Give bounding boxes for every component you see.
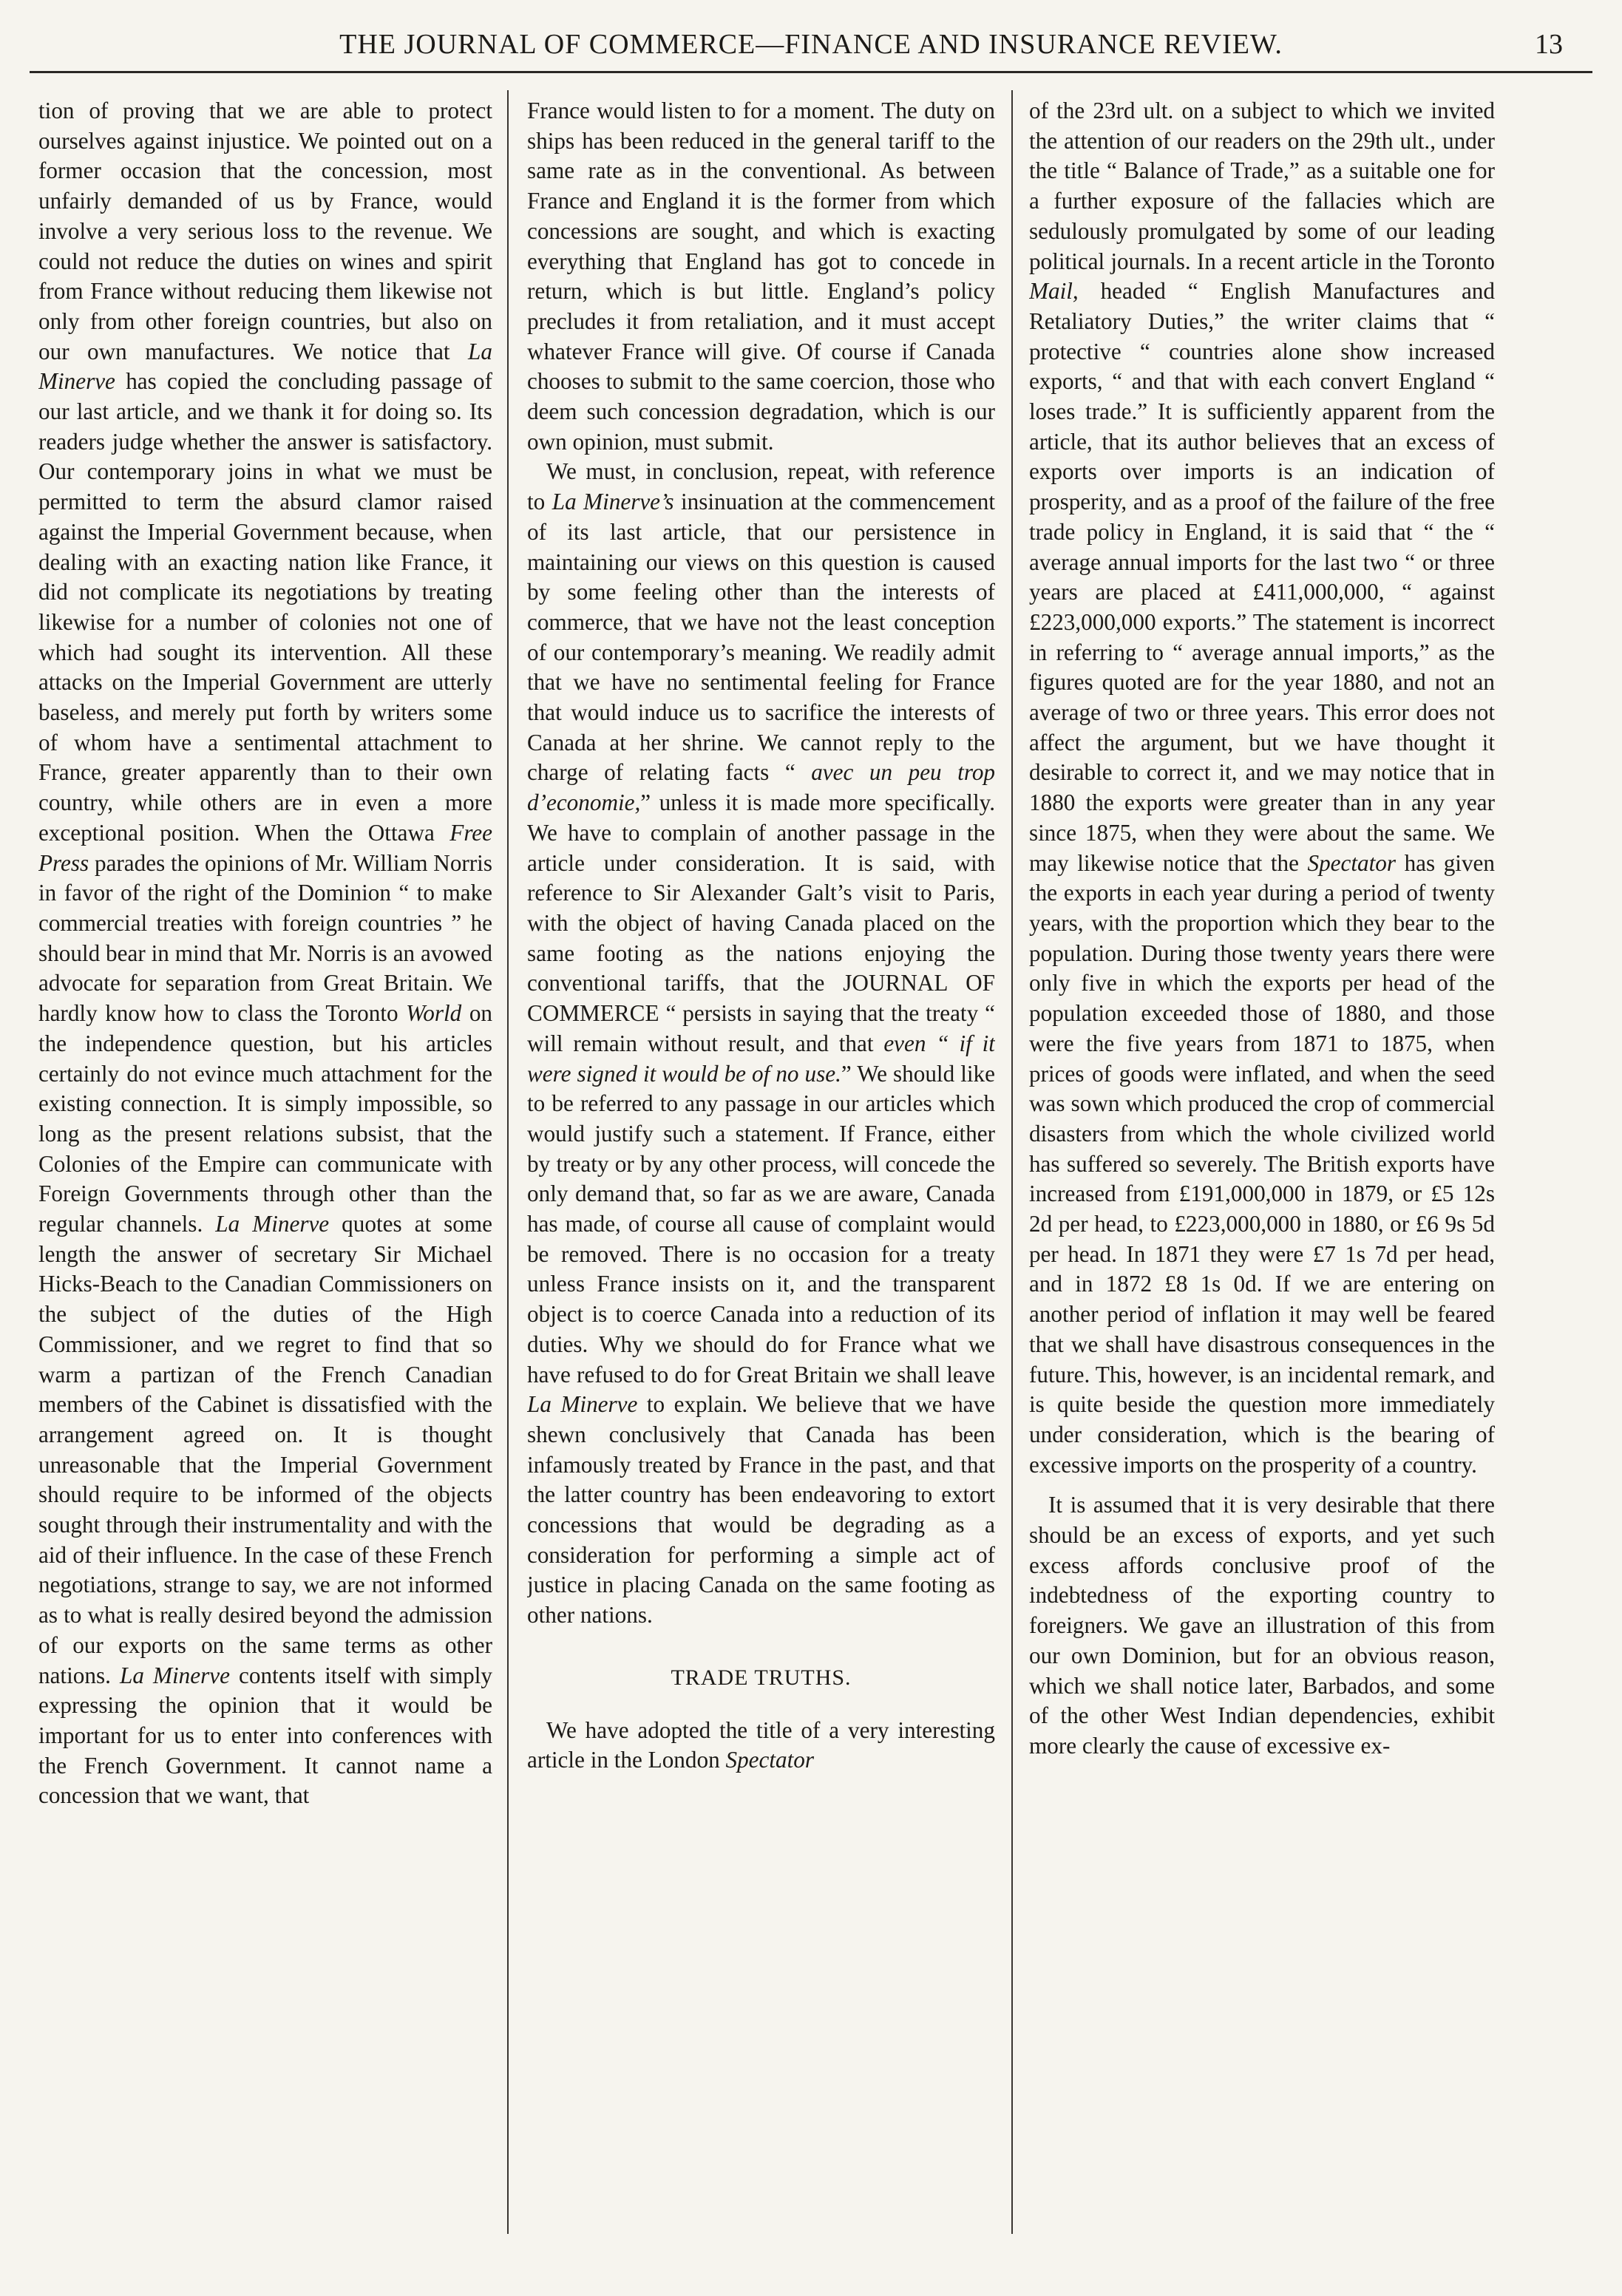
article-paragraph bbox=[1029, 1490, 1495, 1761]
text-run: has given the exports in each year during a period of twenty years, with the proportion which they bear to the population. During those twenty years there were only five in which the exports per head of the population exceeded those of 1880, and those were the five years from 1871 to 1875, when prices of goods were inflated, and when the seed was sown which produced the crop of commercial disasters from which the whole civilized world has suffered so severely. The British exports have increased from £191,000,000 in 1879, or £5 12s 2d per head, to £223,000,000 in 1880, or £6 9s 5d per head. In 1871 they were £7 1s 7d per head, and in 1872 £8 1s 0d. If we are entering on another period of inflation it may well be feared that we shall have disastrous consequences in the future. This, however, is an incidental remark, and is quite beside the question more immediately under consideration, which is the bearing of excessive imports on the prosperity of a country. bbox=[1029, 849, 1495, 1478]
text-run: ” We should like to be referred to any passage in our articles which would justify such a statement. If France, either by treaty or by any other process, will concede the only demand that, so far as we are aware, Canada has made, of course all cause of complaint would be removed. There is no occasion for a treaty unless France insists on it, and the transparent object is to coerce Canada into a reduction of its duties. Why we should do for France what we have refused to do for Great Britain we shall leave bbox=[527, 1060, 995, 1388]
italic-run: Spectator bbox=[1307, 849, 1397, 876]
italic-run: Mail, bbox=[1029, 278, 1079, 305]
article-paragraph bbox=[527, 457, 995, 1630]
italic-run: even “ if it were signed it would be of no use. bbox=[527, 1030, 995, 1087]
section-heading: TRADE TRUTHS. bbox=[671, 1665, 852, 1690]
text-run: tion of proving that we are able to protect ourselves against injustice. We pointed out on a former occasion that the concession, most unfairly demanded of us by France, would involve a very serious loss to the revenue. We could not reduce the duties on wines and spirit from France without reducing them likewise not only from other foreign countries, but also on our own manufactures. We notice that bbox=[38, 98, 492, 364]
italic-run: La Minerve bbox=[38, 338, 492, 395]
text-run: contents itself with simply expressing the opinion that it would be important for us to enter into conferences with the French Government. It cannot name a concession that we want, that bbox=[38, 1662, 492, 1809]
paragraph-gap bbox=[1029, 1480, 1495, 1490]
italic-run: La Minerve bbox=[215, 1211, 330, 1237]
italic-run: Spectator bbox=[725, 1747, 815, 1773]
text-run: to explain. We believe that we have shewn conclusively that Canada has been infamously treated by France in the past, and that the latter country has been endeavoring to extort concessions that would be degrading as a consideration for performing a simple act of justice in placing Canada on the same footing as other nations. bbox=[527, 1391, 995, 1628]
italic-run: La Minerve bbox=[527, 1391, 638, 1418]
article-column-3 bbox=[1029, 96, 1495, 2240]
article-paragraph bbox=[38, 96, 492, 1811]
italic-run: La Minerve bbox=[120, 1662, 230, 1688]
article-paragraph bbox=[527, 1716, 995, 1776]
article-paragraph bbox=[1029, 96, 1495, 1480]
column-divider bbox=[1011, 90, 1013, 2234]
text-run: parades the opinions of Mr. William Norris in favor of the right of the Dominion “ to make commercial treaties with foreign countries ” he should bear in mind that Mr. Norris is an avowed advocate for separation from Great Britain. We hardly know how to class the Toronto bbox=[38, 849, 492, 1027]
article-column-2 bbox=[527, 96, 995, 2240]
text-run: It is assumed that it is very desirable that there should be an excess of exports, and yet such excess affords conclusive proof of the indebtedness of the exporting country to foreigners. We gave an illustration of this from our own Dominion, but for an obvious reason, which we shall notice later, Barbados, and some of the other West Indian dependencies, exhibit more clearly the cause of excessive ex- bbox=[1029, 1492, 1495, 1759]
article-paragraph bbox=[527, 96, 995, 457]
text-run: headed “ English Manufactures and Retaliatory Duties,” the writer claims that “ protective “ countries alone show increased exports, “ and that with each convert England “ loses trade.” It is sufficiently apparent from the article, that its author believes that an excess of exports over imports is an indication of prosperity, and as a proof of the failure of the free trade policy in England, it is said that “ the “ average annual imports for the last two “ or three years are placed at £411,000,000, “ against £223,000,000 exports.” The statement is incorrect in referring to “ average annual imports,” as the figures quoted are for the year 1880, and not an average of two or three years. This error does not affect the argument, but we have thought it desirable to correct it, and we may notice that in 1880 the exports were greater than in any year since 1875, when they were about the same. We may likewise notice that the bbox=[1029, 278, 1495, 876]
text-run: We have adopted the title of a very interesting article in the London bbox=[527, 1716, 995, 1773]
text-run: quotes at some length the answer of secretary Sir Michael Hicks-Beach to the Canadian Commissioners on the subject of the duties of the High Commissioner, and we regret to find that so warm a partizan of the French Canadian members of the Cabinet is dissatisfied with the arrangement agreed on. It is thought unreasonable that the Imperial Government should require to be informed of the objects sought through their instrumentality and with the aid of their influence. In the case of these French negotiations, strange to say, we are not informed as to what is really desired beyond the admission of our exports on the same terms as other nations. bbox=[38, 1211, 492, 1688]
text-run: on the independence question, but his articles certainly do not evince much attachment for the existing connection. It is simply impossible, so long as the present relations subsist, that the Colonies of the Empire can communicate with Foreign Governments through other than the regular channels. bbox=[38, 1000, 492, 1237]
page-number: 13 bbox=[1535, 29, 1563, 60]
column-divider bbox=[507, 90, 509, 2234]
italic-run: avec un peu trop d’economie, bbox=[527, 759, 995, 816]
italic-run: La Minerve’s bbox=[552, 489, 674, 515]
text-run: ” unless it is made more specifically. We have to complain of another passage in the article under consideration. It is said, with reference to Sir Alexander Galt’s visit to Paris, with the object of having Canada placed on the same footing as the nations enjoying the conventional tariffs, that the JOURNAL OF COMMERCE “ persists in saying that the treaty “ will remain without result, and that bbox=[527, 789, 995, 1056]
text-run: has copied the concluding passage of our last article, and we thank it for doing so. Its readers judge whether the answer is satisfactory. Our contemporary joins in what we must be permitted to term the absurd clamor raised against the Imperial Government because, when dealing with an exacting nation like France, it did not complicate its negotiations by treating likewise for a number of colonies not one of which had sought its intervention. All these attacks on the Imperial Government are utterly baseless, and merely put forth by writers some of whom have a sentimental attachment to France, greater apparently than to their own country, while others are in even a more exceptional position. When the Ottawa bbox=[38, 368, 492, 846]
text-run: insinuation at the commencement of its last article, that our persistence in maintaining our views on this question is caused by some feeling other than the interests of commerce, that we have not the least conception of our contemporary’s meaning. We readily admit that we have no sentimental feeling for France that would induce us to sacrifice the interests of Canada at her shrine. We cannot reply to the charge of relating facts “ bbox=[527, 489, 995, 786]
journal-title: THE JOURNAL OF COMMERCE—FINANCE AND INSURANCE REVIEW. bbox=[339, 29, 1283, 60]
text-run: France would listen to for a moment. The duty on ships has been reduced in the general tariff to the same rate as in the conventional. As between France and England it is the former from which concessions are sought, and which is exacting everything that England has got to concede in return, which is but little. England’s policy precludes it from retaliation, and it must accept whatever France will give. Of course if Canada chooses to submit to the same coercion, those who deem such concession degradation, which is our own opinion, must submit. bbox=[527, 98, 995, 455]
page-header bbox=[30, 22, 1592, 73]
italic-run: World bbox=[406, 1000, 462, 1027]
article-column-1 bbox=[38, 96, 492, 2240]
italic-run: Free Press bbox=[38, 819, 492, 876]
text-run: We must, in conclusion, repeat, with reference to bbox=[527, 458, 995, 515]
text-run: of the 23rd ult. on a subject to which we invited the attention of our readers on the 29th ult., under the title “ Balance of Trade,” as a suitable one for a further exposure of the fallacies which are sedulously promulgated by some of our leading political journals. In a recent article in the Toronto bbox=[1029, 98, 1495, 274]
